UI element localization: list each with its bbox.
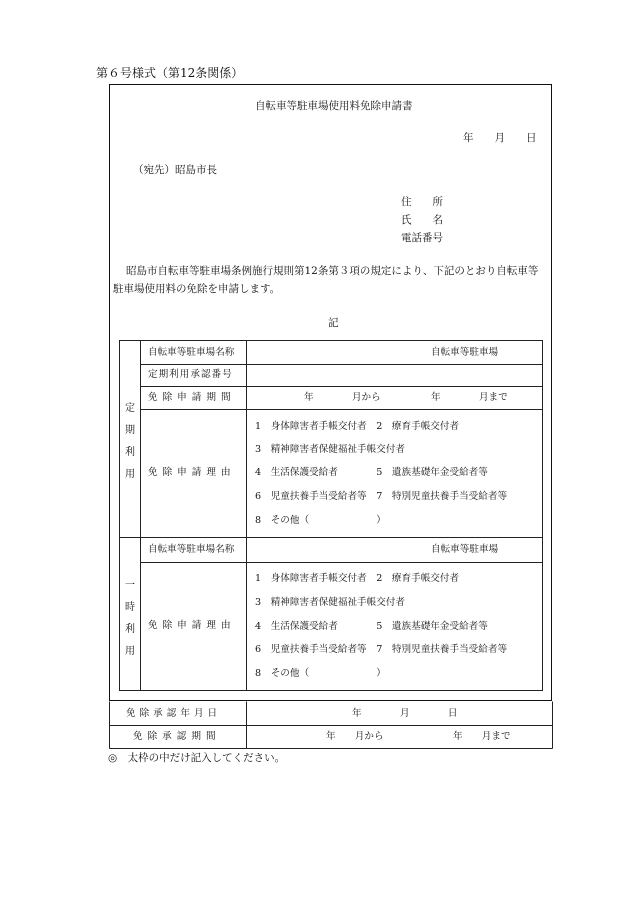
regular-name-value: 自転車等駐車場 xyxy=(431,347,499,358)
temporary-name-label: 自転車等駐車場名称 xyxy=(148,544,235,555)
temporary-reason-label: 免除申請理由 xyxy=(148,620,236,631)
address-label: 住 所 xyxy=(401,196,443,208)
regular-period-to[interactable]: 年 月まで xyxy=(431,392,508,403)
form-number: 第６号様式（第12条関係） xyxy=(96,66,244,80)
regular-reason-4[interactable]: 6 児童扶養手当受給者等 7 特別児童扶養手当受給者等 xyxy=(255,491,508,502)
phone-label: 電話番号 xyxy=(401,232,443,244)
approval-date-label: 免除承認年月日 xyxy=(126,708,222,719)
temporary-reason-1[interactable]: 1 身体障害者手帳交付者 2 療育手帳交付者 xyxy=(255,573,460,584)
temporary-section-label xyxy=(125,575,137,663)
body-line-2: 駐車場使用料の免除を申請します。 xyxy=(113,283,281,295)
footnote: ◎ 太枠の中だけ記入してください。 xyxy=(108,752,286,764)
approval-period-from: 年 月から xyxy=(326,731,384,742)
temporary-section-text: 一時利用 xyxy=(125,580,135,657)
regular-name-label: 自転車等駐車場名称 xyxy=(148,347,235,358)
temporary-reason-2[interactable]: 3 精神障害者保健福祉手帳交付者 xyxy=(255,597,406,608)
temporary-reason-3[interactable]: 4 生活保護受給者 5 遺族基礎年金受給者等 xyxy=(255,621,488,632)
regular-reason-3[interactable]: 4 生活保護受給者 5 遺族基礎年金受給者等 xyxy=(255,467,488,478)
temporary-reason-5[interactable]: 8 その他（ ） xyxy=(255,668,386,679)
addressee: （宛先）昭島市長 xyxy=(133,164,217,176)
regular-section-label xyxy=(125,398,137,486)
date-line: 年 月 日 xyxy=(463,132,537,144)
approval-date-value: 年 月 日 xyxy=(352,708,458,719)
temporary-name-value: 自転車等駐車場 xyxy=(431,544,499,555)
approval-period-label: 免除承認期間 xyxy=(133,731,221,742)
approval-period-to: 年 月まで xyxy=(453,731,511,742)
regular-reason-label: 免除申請理由 xyxy=(148,467,236,478)
regular-reason-2[interactable]: 3 精神障害者保健福祉手帳交付者 xyxy=(255,444,406,455)
approval-no-label: 定期利用承認番号 xyxy=(148,369,233,380)
ki-heading: 記 xyxy=(328,317,339,329)
regular-section-text: 定期利用 xyxy=(125,403,135,480)
name-label: 氏 名 xyxy=(401,214,443,226)
regular-period-label: 免除申請期間 xyxy=(148,392,236,403)
temporary-reason-4[interactable]: 6 児童扶養手当受給者等 7 特別児童扶養手当受給者等 xyxy=(255,644,508,655)
body-line-1: 昭島市自転車等駐車場条例施行規則第12条第３項の規定により、下記のとおり自転車等 xyxy=(126,265,539,277)
form-title: 自転車等駐車場使用料免除申請書 xyxy=(255,100,413,112)
regular-reason-5[interactable]: 8 その他（ ） xyxy=(255,515,386,526)
regular-reason-1[interactable]: 1 身体障害者手帳交付者 2 療育手帳交付者 xyxy=(255,421,460,432)
regular-period-from[interactable]: 年 月から xyxy=(304,392,381,403)
